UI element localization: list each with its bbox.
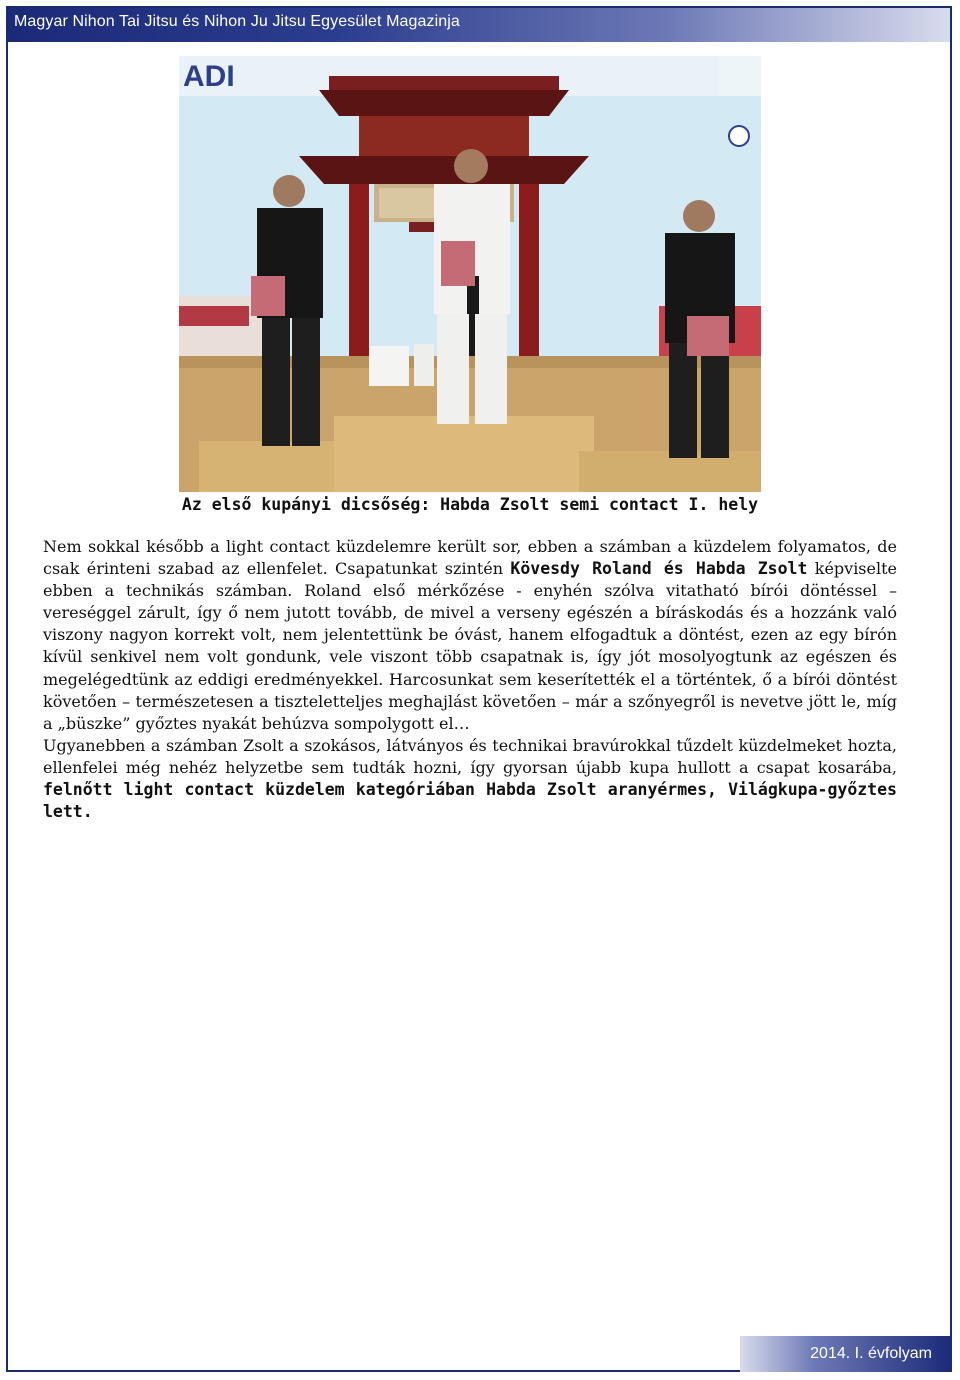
result-highlight: felnőtt light contact küzdelem kategóriában Habda Zsolt aranyérmes, Világkupa-győztes lett.	[43, 780, 897, 822]
names-highlight: Kövesdy Roland és Habda Zsolt	[510, 559, 808, 579]
article-body	[43, 536, 897, 823]
paragraph-light-contact: Nem sokkal később a light contact küzdelemre került sor, ebben a számban a küzdelem folyamatos, de csak érinteni szabad az ellenfelet. Csapatunkat szintén Kövesdy Roland és Habda Zsolt képviselte ebben a technikás számban. Roland első mérkőzése - enyhén szólva vitatható bírói döntéssel – vereséggel zárult, így ő nem jutott tovább, de mivel a verseny egészén a bíráskodás és a hozzánk való viszony nagyon korrekt volt, nem jelentettünk be óvást, hanem elfogadtuk a döntést, ezen az egy bírón kívül senkivel nem volt gondunk, vele viszont több csapatnak is, így jót mosolyogtunk az egészen és megelégedtünk az eddigi eredményekkel. Harcosunkat sem keserítették el a történtek, ő a bírói döntést követően – természetesen a tiszteletteljes meghajlást követően – már a szőnyegről is nevetve jött le, míg a „büszke” győztes nyakát behúzva sompolygott el…	[43, 537, 897, 733]
podium-photo	[179, 56, 761, 492]
magazine-title: Magyar Nihon Tai Jitsu és Nihon Ju Jitsu Egyesület Magazinja	[14, 13, 460, 30]
issue-label: 2014. I. évfolyam	[810, 1345, 932, 1362]
photo-caption: Az első kupányi dicsőség: Habda Zsolt semi contact I. hely	[181, 495, 759, 514]
banner-letters: ADI	[183, 60, 235, 93]
paragraph-result: Ugyanebben a számban Zsolt a szokásos, látványos és technikai bravúrokkal tűzdelt küzdelmeket hozta, ellenfelei még nehéz helyzetbe sem tudták hozni, így gyorsan újabb kupa hullott a csapat kosarába, felnőtt light contact küzdelem kategóriában Habda Zsolt aranyérmes, Világkupa-győztes lett.	[43, 735, 897, 822]
